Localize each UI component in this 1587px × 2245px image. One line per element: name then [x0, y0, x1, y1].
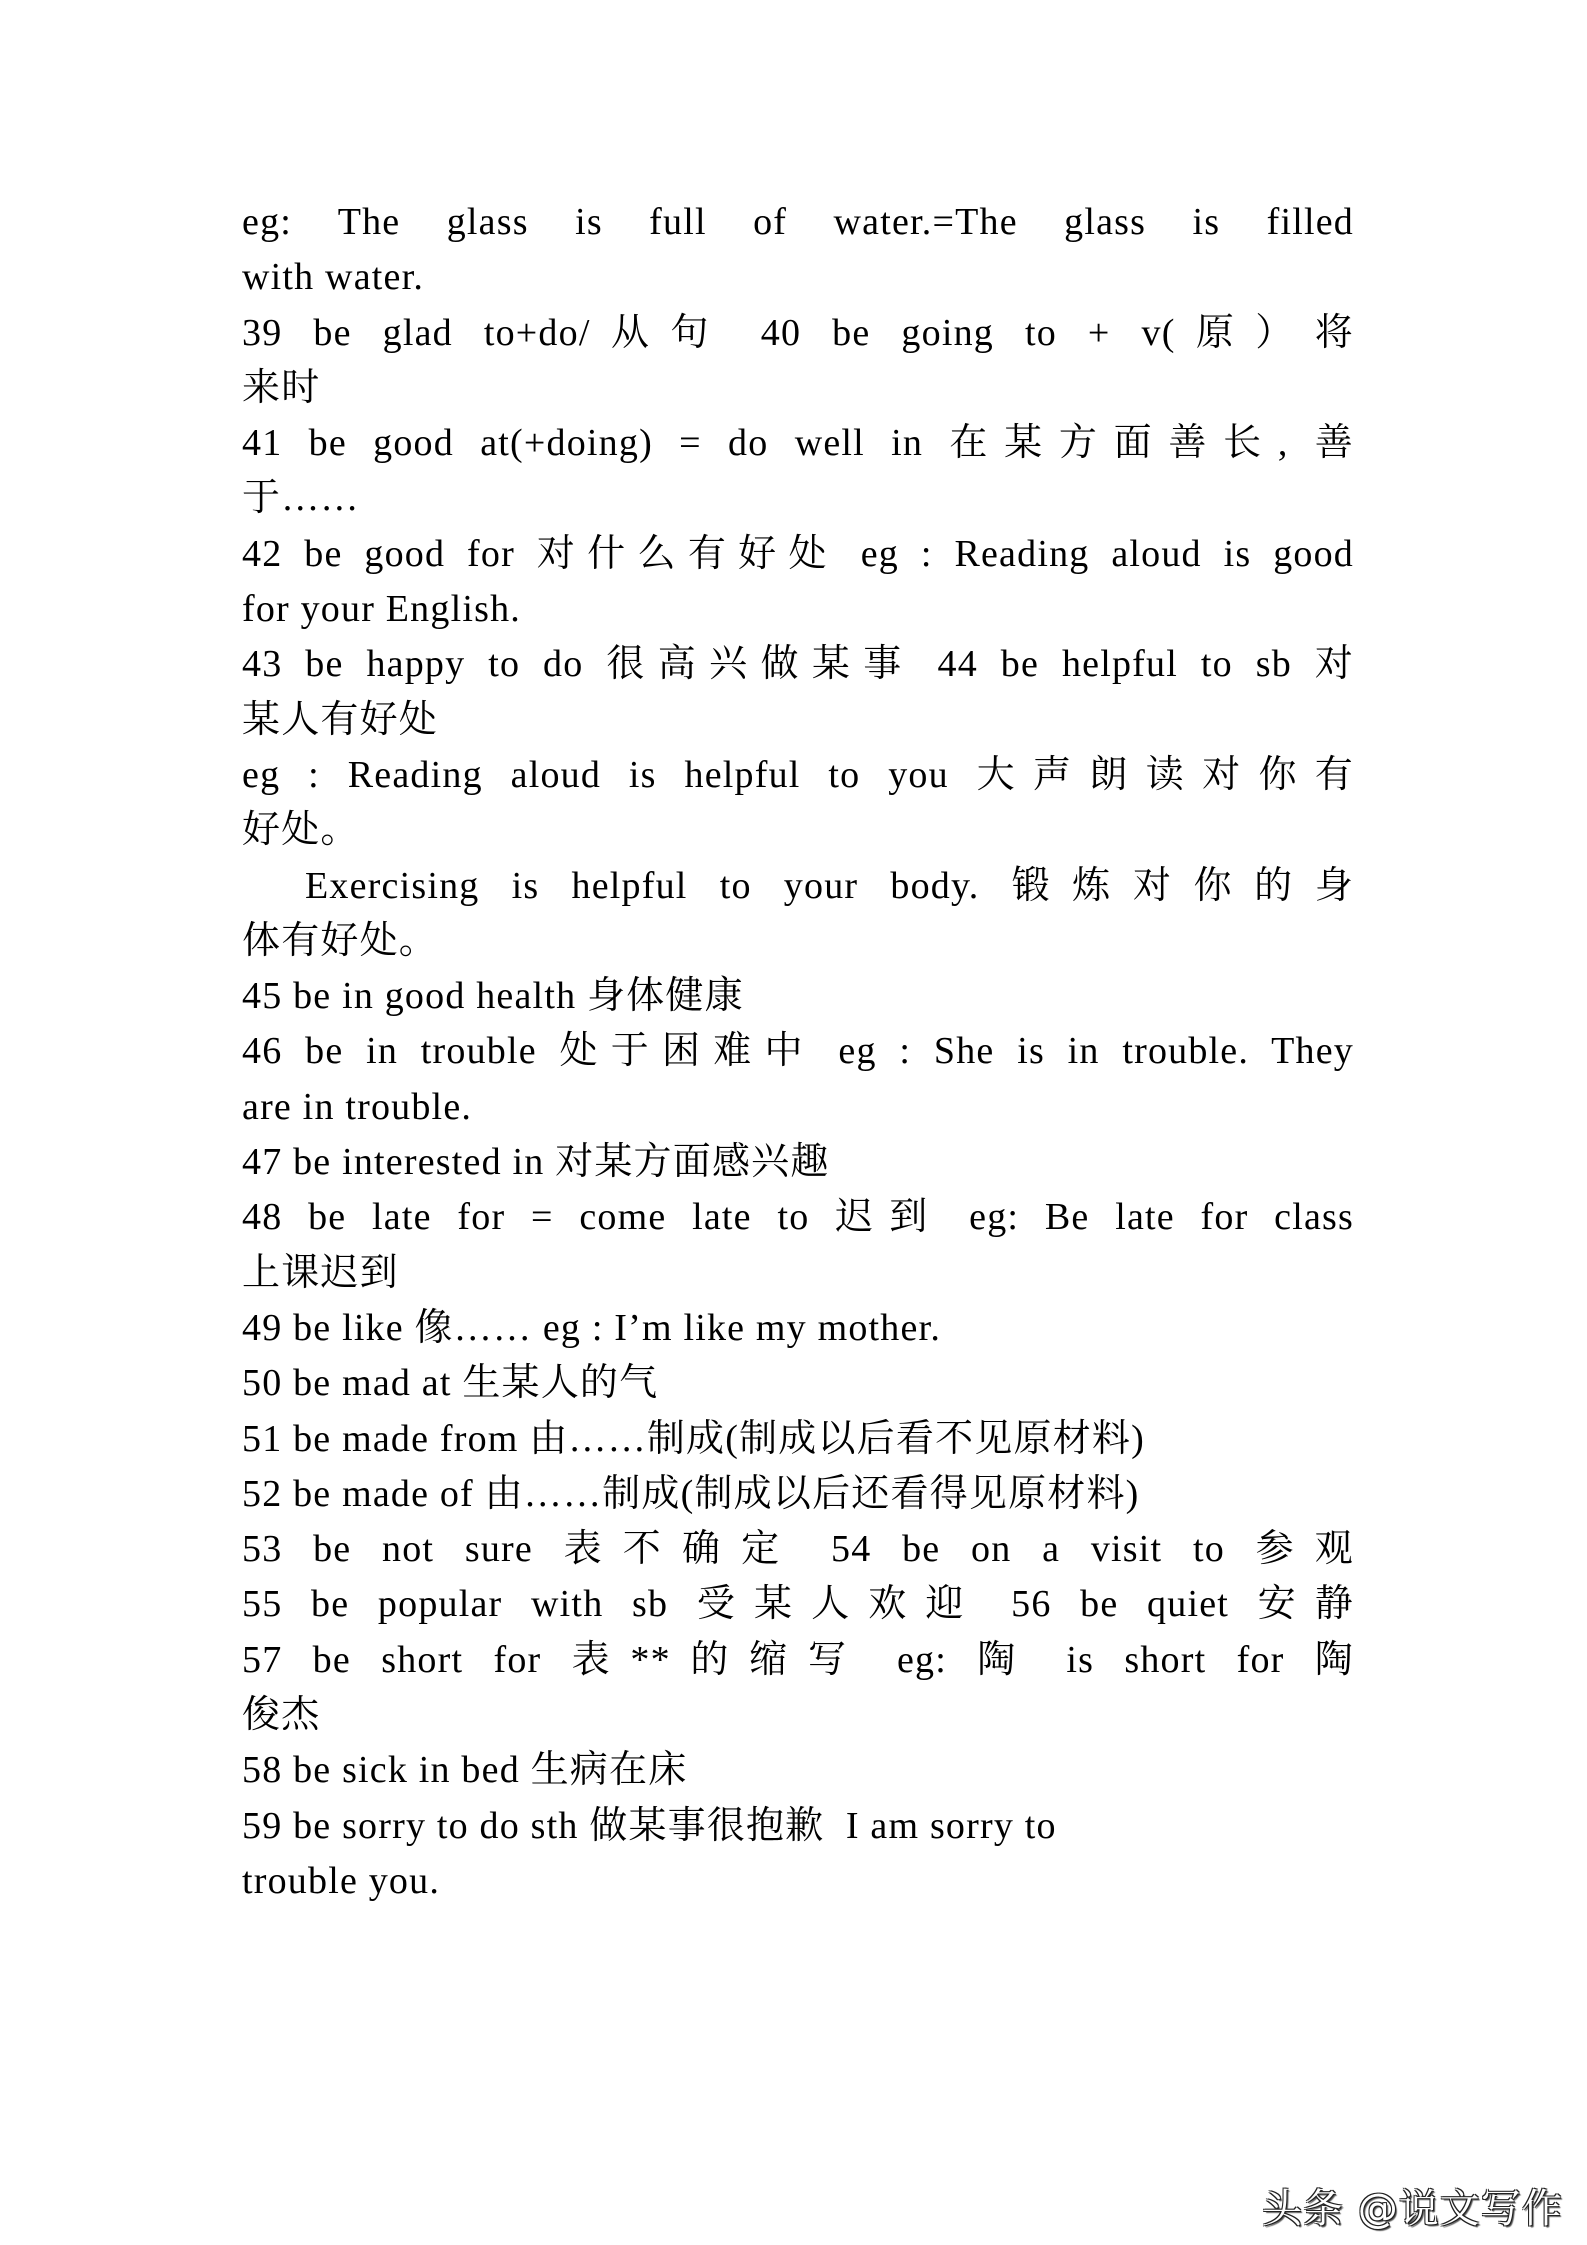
- phrase-entry-50: 50 be mad at 生某人的气: [242, 1362, 659, 1405]
- text-line: eg: The glass is full of water.=The glass is filled: [242, 201, 1354, 243]
- phrase-entry-39-40: 39 be glad to+do/从句 40 be going to + v(原）将: [242, 311, 1354, 354]
- text-line: for your English.: [242, 588, 521, 631]
- phrase-entry-59: 59 be sorry to do sth 做某事很抱歉 I am sorry to: [242, 1804, 1057, 1847]
- example-line: Exercising is helpful to your body. 锻炼对你的身: [305, 864, 1354, 907]
- phrase-entry-48: 48 be late for = come late to 迟到 eg: Be late for class: [242, 1196, 1354, 1239]
- text-line: 体有好处。: [242, 919, 439, 962]
- phrase-entry-57: 57 be short for 表**的缩写 eg: 陶 is short for 陶: [242, 1638, 1354, 1681]
- text-line: 来时: [242, 366, 321, 409]
- text-line: 俊杰: [242, 1694, 321, 1737]
- text-line: trouble you.: [242, 1859, 441, 1902]
- phrase-entry-52: 52 be made of 由……制成(制成以后还看得见原材料): [242, 1472, 1140, 1515]
- text-line: 好处。: [242, 809, 360, 852]
- phrase-list: [242, 195, 1354, 1909]
- phrase-entry-58: 58 be sick in bed 生病在床: [242, 1749, 688, 1792]
- phrase-entry-45: 45 be in good health 身体健康: [242, 975, 744, 1018]
- text-line: with water.: [242, 256, 425, 299]
- phrase-entry-46: 46 be in trouble 处于困难中 eg : She is in trouble. They: [242, 1030, 1354, 1073]
- phrase-entry-47: 47 be interested in 对某方面感兴趣: [242, 1141, 830, 1184]
- phrase-entry-41: 41 be good at(+doing) = do well in 在某方面善长, 善: [242, 422, 1354, 465]
- phrase-entry-43-44: 43 be happy to do 很高兴做某事 44 be helpful to sb 对: [242, 643, 1354, 686]
- phrase-entry-55-56: 55 be popular with sb 受某人欢迎 56 be quiet 安静: [242, 1583, 1354, 1626]
- phrase-entry-53-54: 53 be not sure 表不确定 54 be on a visit to 参观: [242, 1528, 1354, 1571]
- phrase-entry-51: 51 be made from 由……制成(制成以后看不见原材料): [242, 1417, 1145, 1460]
- text-line: 于……: [242, 477, 360, 520]
- text-line: 某人有好处: [242, 698, 439, 741]
- watermark: 头条 @说文写作: [1262, 2186, 1563, 2232]
- phrase-entry-42: 42 be good for 对什么有好处 eg : Reading aloud is good: [242, 532, 1354, 575]
- example-line: eg : Reading aloud is helpful to you 大声朗读对你有: [242, 753, 1354, 796]
- text-line: 上课迟到: [242, 1251, 399, 1294]
- text-line: are in trouble.: [242, 1085, 473, 1128]
- phrase-entry-49: 49 be like 像…… eg : I’m like my mother.: [242, 1306, 942, 1349]
